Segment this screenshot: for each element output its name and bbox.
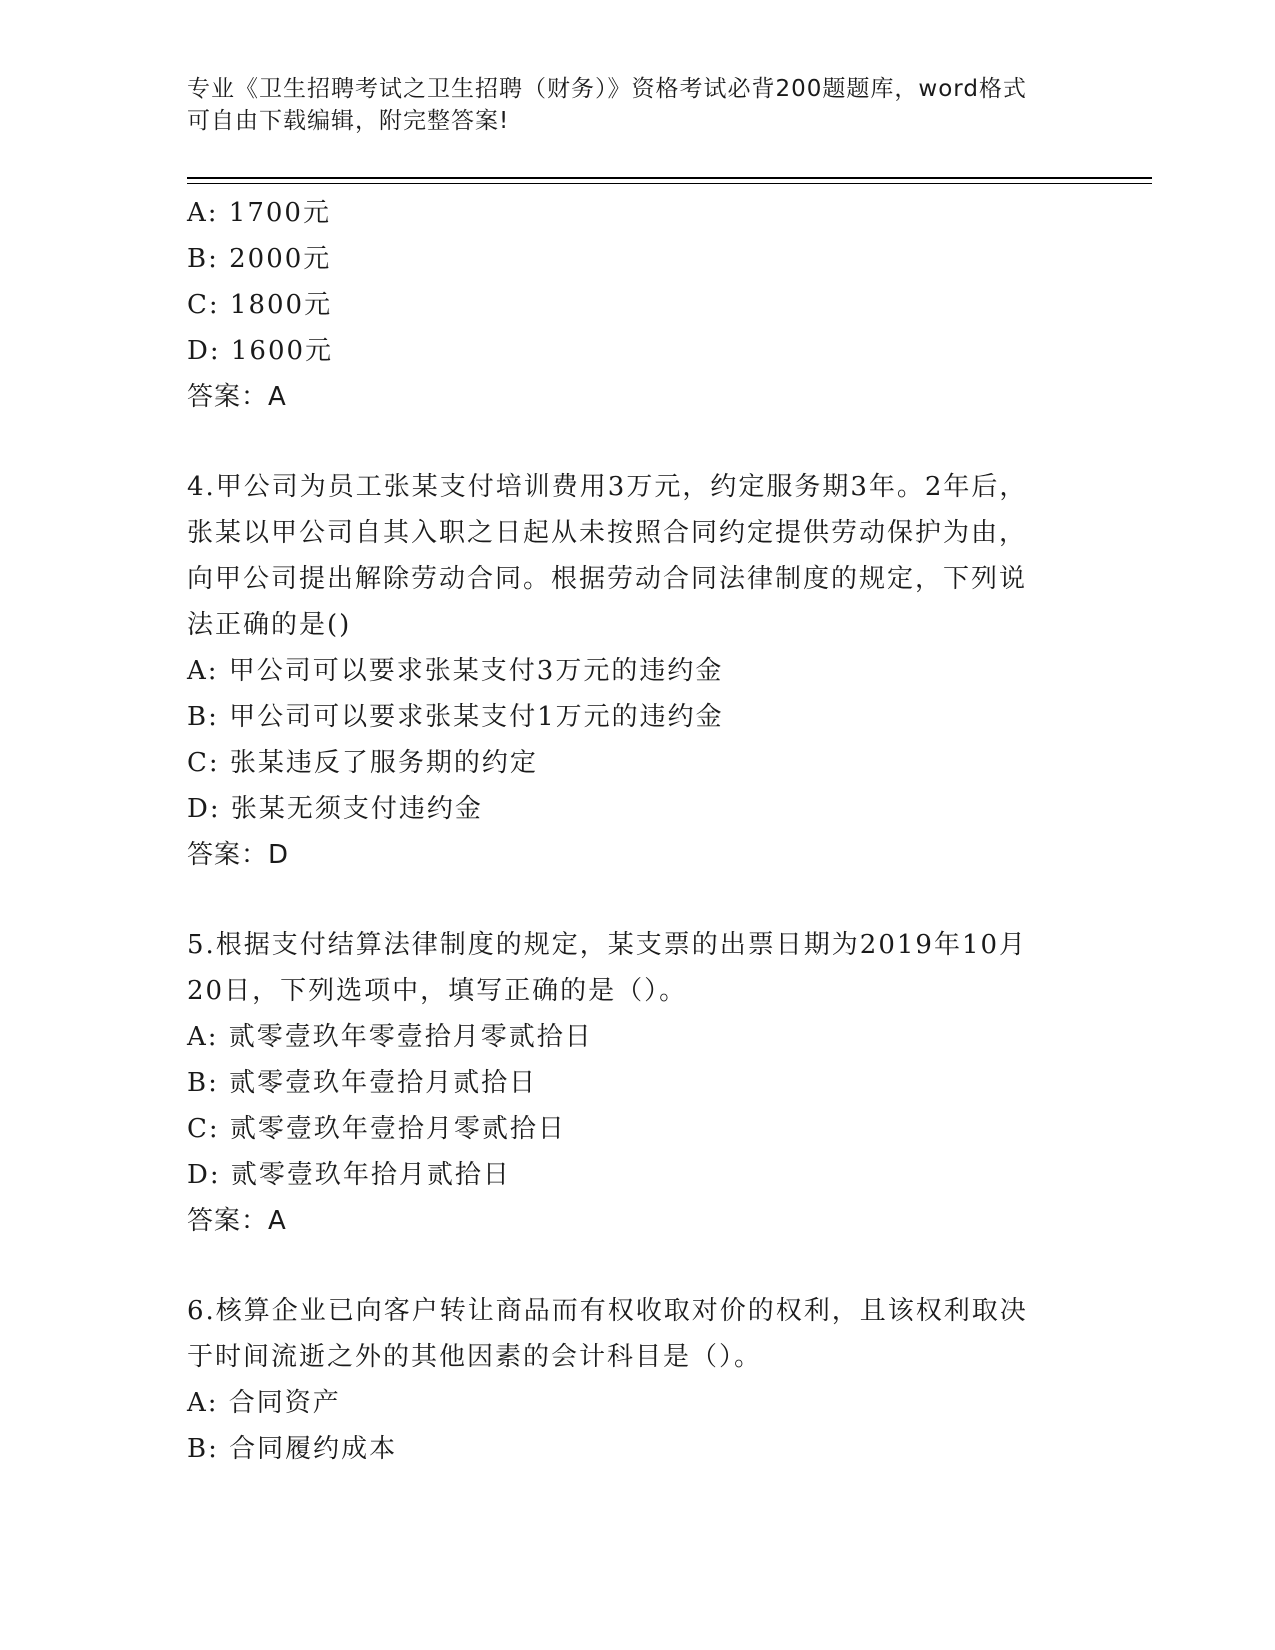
option-b: B: 贰零壹玖年壹拾月贰拾日	[187, 1068, 538, 1098]
option-a: A: 贰零壹玖年零壹拾月零贰拾日	[187, 1022, 593, 1052]
question-spacer	[187, 420, 1067, 464]
option-d: D: 贰零壹玖年拾月贰拾日	[187, 1160, 511, 1190]
question-3	[187, 190, 1067, 420]
question-stem-line: 法正确的是()	[187, 610, 352, 640]
header-divider-thick	[187, 177, 1152, 179]
option-b: B: 甲公司可以要求张某支付1万元的违约金	[187, 702, 724, 732]
question-4	[187, 464, 1067, 878]
answer-line: 答案：A	[187, 382, 287, 412]
question-stem-line: 5.根据支付结算法律制度的规定，某支票的出票日期为2019年10月	[187, 930, 1028, 960]
option-a: A: 1700元	[187, 198, 331, 228]
option-d: D: 1600元	[187, 336, 334, 366]
question-6	[187, 1288, 1067, 1472]
question-stem-line: 向甲公司提出解除劳动合同。根据劳动合同法律制度的规定，下列说	[187, 564, 1028, 594]
answer-line: 答案：D	[187, 840, 290, 870]
header-title-line-1: 专业《卫生招聘考试之卫生招聘（财务）》资格考试必背200题题库，word格式	[187, 76, 1027, 102]
option-b: B: 2000元	[187, 244, 332, 274]
question-stem-line: 20日，下列选项中，填写正确的是（）。	[187, 976, 688, 1006]
option-c: C: 贰零壹玖年壹拾月零贰拾日	[187, 1114, 566, 1144]
option-a: A: 甲公司可以要求张某支付3万元的违约金	[187, 656, 724, 686]
question-content	[187, 190, 1067, 1472]
header-title-line-2: 可自由下载编辑，附完整答案!	[187, 108, 510, 134]
question-5	[187, 922, 1067, 1244]
question-stem-line: 张某以甲公司自其入职之日起从未按照合同约定提供劳动保护为由，	[187, 518, 1028, 548]
option-d: D: 张某无须支付违约金	[187, 794, 483, 824]
question-stem-line: 6.核算企业已向客户转让商品而有权收取对价的权利，且该权利取决	[187, 1296, 1028, 1326]
question-stem-line: 4.甲公司为员工张某支付培训费用3万元，约定服务期3年。2年后，	[187, 472, 1028, 502]
question-stem-line: 于时间流逝之外的其他因素的会计科目是（）。	[187, 1342, 763, 1372]
option-b: B: 合同履约成本	[187, 1434, 398, 1464]
document-header	[187, 73, 1067, 137]
option-a: A: 合同资产	[187, 1388, 341, 1418]
question-spacer	[187, 878, 1067, 922]
header-divider-thin	[187, 183, 1152, 184]
question-spacer	[187, 1244, 1067, 1288]
answer-line: 答案：A	[187, 1206, 287, 1236]
option-c: C: 1800元	[187, 290, 333, 320]
option-c: C: 张某违反了服务期的约定	[187, 748, 538, 778]
